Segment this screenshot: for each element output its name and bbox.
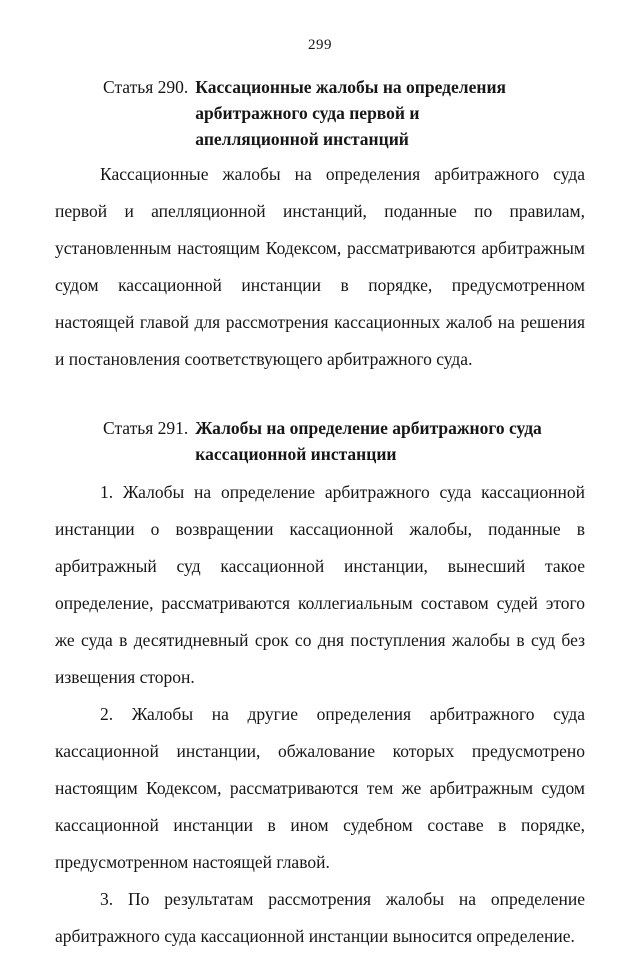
article-291-title-line-2: кассационной инстанции	[195, 444, 397, 464]
article-290-heading	[103, 74, 585, 152]
article-291-heading	[103, 415, 585, 467]
article-291-paragraph-2: 2. Жалобы на другие определения арбитражного суда кассационной инстанции, обжалование которых предусмотрено настоящим Кодексом, рассматриваются тем же арбитражным судом кассационной инстанции в ином судебном составе в порядке, предусмотренном настоящей главой.	[55, 704, 585, 872]
article-290-title-line-3: апелляционной инстанций	[195, 129, 409, 149]
article-290-title-line-1: Кассационные жалобы на определения	[195, 77, 506, 97]
article-291-title	[195, 415, 542, 467]
article-290-label: Статья 290.	[103, 77, 189, 97]
article-290-paragraph-1: Кассационные жалобы на определения арбитражного суда первой и апелляционной инстанций, поданные по правилам, установленным настоящим Кодексом, рассматриваются арбитражным судом кассационной инстанции в порядке, предусмотренном настоящей главой для рассмотрения кассационных жалоб на решения и постановления соответствующего арбитражного суда.	[55, 164, 585, 369]
article-290-title-line-2: арбитражного суда первой и	[195, 103, 420, 123]
article-291-paragraph-1: 1. Жалобы на определение арбитражного суда кассационной инстанции о возвращении кассационной жалобы, поданные в арбитражный суд кассационной инстанции, вынесший такое определение, рассматриваются коллегиальным составом судей этого же суда в десятидневный срок со дня поступления жалобы в суд без извещения сторон.	[55, 482, 585, 687]
page-number: 299	[308, 37, 332, 53]
article-291-paragraph-3: 3. По результатам рассмотрения жалобы на определение арбитражного суда кассационной инстанции выносится определение.	[55, 889, 585, 946]
article-291-title-line-1: Жалобы на определение арбитражного суда	[195, 418, 542, 438]
article-291-label: Статья 291.	[103, 418, 189, 438]
article-290-title	[195, 74, 506, 152]
